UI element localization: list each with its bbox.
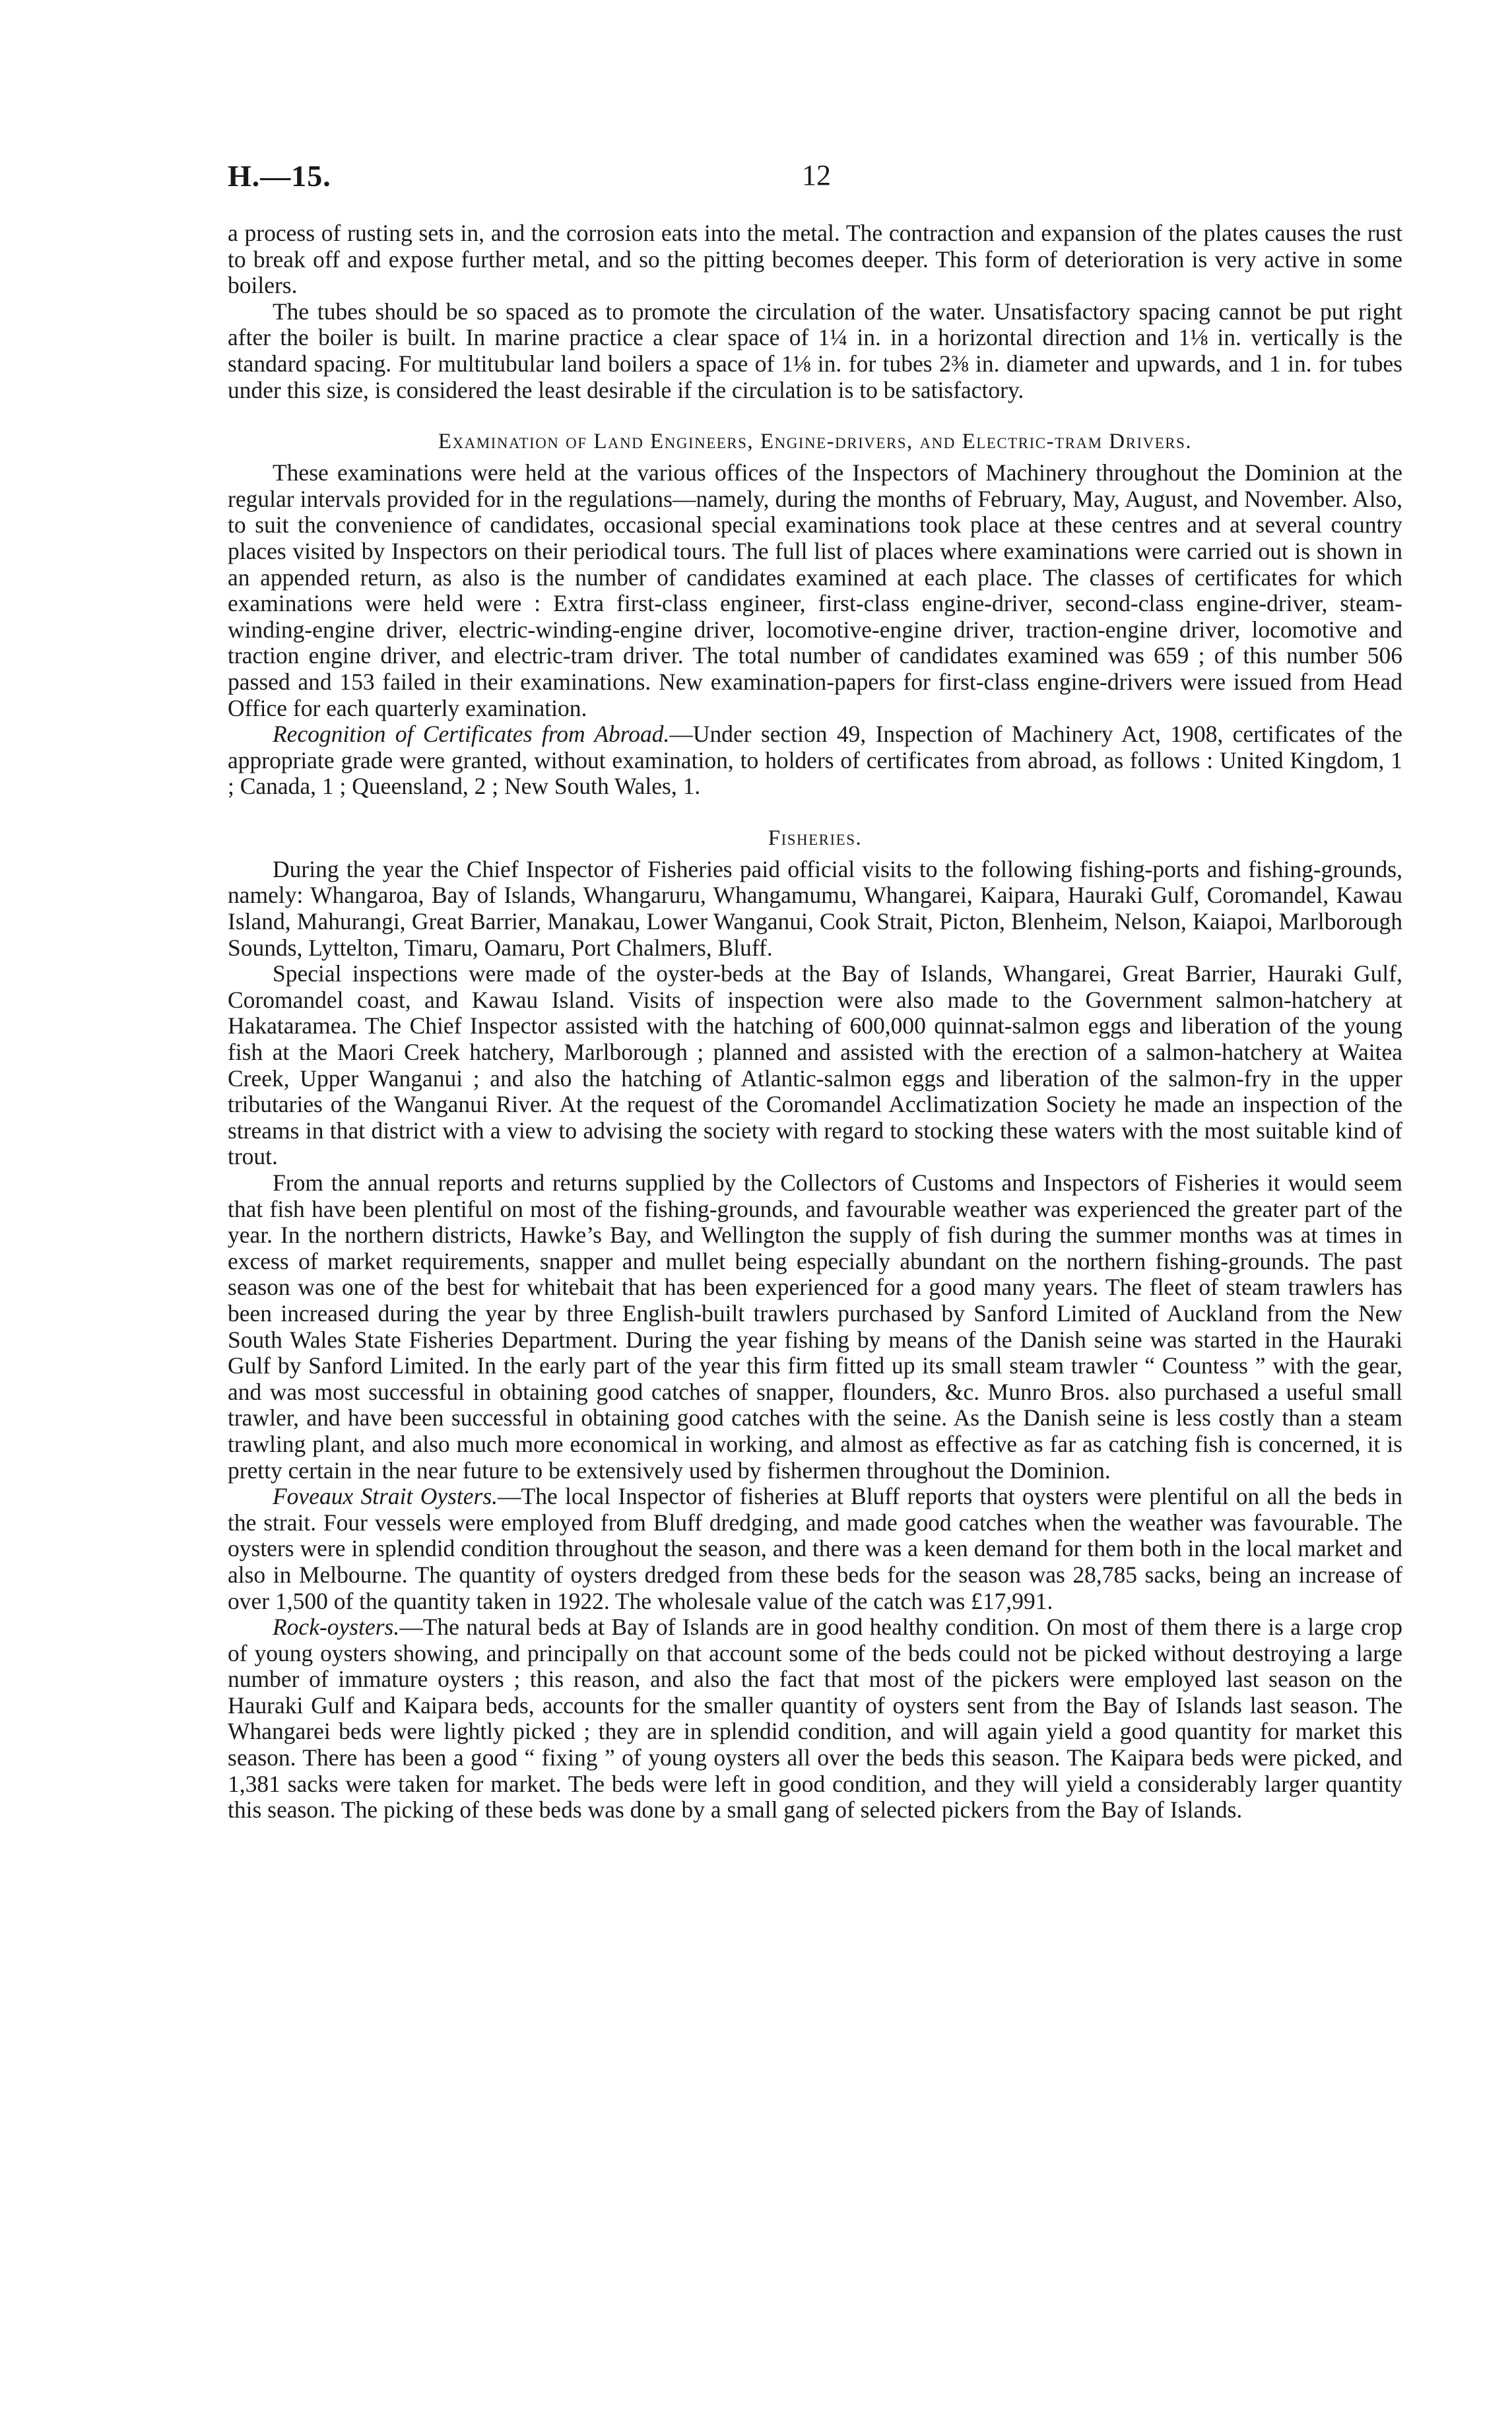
- page-number: 12: [802, 159, 831, 191]
- intro-paragraph-continuation: a process of rusting sets in, and the corrosion eats into the metal. The contraction and expansion of the plates causes the rust to break off and expose further metal, and so the pitting becomes deeper. This form of deterioration is very active in some boilers.: [228, 220, 1402, 299]
- section-heading-fisheries: Fisheries.: [768, 826, 863, 850]
- section-heading-examinations: Examination of Land Engineers, Engine-drivers, and Electric-tram Drivers.: [438, 430, 1193, 454]
- fisheries-visits-paragraph: During the year the Chief Inspector of Fisheries paid official visits to the following fishing-ports and fishing-grounds, namely: Whangaroa, Bay of Islands, Whangaruru, Whangamumu, Whangarei, Kaipara, Hauraki Gulf, Coromandel, Kawau Island, Mahurangi, Great Barrier, Manakau, Lower Wanganui, Cook Strait, Picton, Blenheim, Nelson, Kaiapoi, Marlborough Sounds, Lyttelton, Timaru, Oamaru, Port Chalmers, Bluff.: [228, 855, 1402, 961]
- document-body: [228, 220, 1402, 1824]
- rock-oysters-text: —The natural beds at Bay of Islands are in good healthy condition. On most of them there is a large crop of young oysters showing, and principally on that account some of the beds could not be picked without destroying a large number of immature oysters ; this reason, and also the fact that most of the pickers were employed last season on the Hauraki Gulf and Kaipara beds, accounts for the smaller quantity of oysters sent from the Bay of Islands last season. The Whangarei beds were lightly picked ; they are in splendid condition, and will again yield a good quantity for market this season. There has been a good “ fixing ” of young oysters all over the beds this season. The Kaipara beds were picked, and 1,381 sacks were taken for market. The beds were left in good condition, and they will yield a considerably larger quantity this season. The picking of these beds was done by a small gang of selected pickers from the Bay of Islands.: [228, 1614, 1402, 1824]
- fisheries-reports-paragraph: From the annual reports and returns supplied by the Collectors of Customs and Inspectors of Fisheries it would seem that fish have been plentiful on most of the fishing-grounds, and favourable weather was experienced the greater part of the year. In the northern districts, Hawke’s Bay, and Wellington the supply of fish during the summer months was at times in excess of market requirements, snapper and mullet being especially abundant on the northern fishing-grounds. The past season was one of the best for whitebait that has been experienced for a good many years. The fleet of steam trawlers has been increased during the year by three English-built trawlers purchased by Sanford Limited of Auckland from the New South Wales State Fisheries Department. During the year fishing by means of the Danish seine was started in the Hauraki Gulf by Sanford Limited. In the early part of the year this firm fitted up its small steam trawler “ Countess ” with the gear, and was most successful in obtaining good catches of snapper, flounders, &c. Munro Bros. also purchased a useful small trawler, and have been successful in obtaining good catches with the seine. As the Danish seine is less costly than a steam trawling plant, and also much more economical in working, and almost as effective as far as catching fish is concerned, it is pretty certain in the near future to be extensively used by fishermen throughout the Dominion.: [228, 1169, 1402, 1484]
- foveaux-oysters-paragraph: [228, 1484, 1402, 1614]
- recognition-paragraph: [228, 721, 1402, 800]
- recognition-lead: Recognition of Certificates from Abroad.: [273, 721, 670, 748]
- page-header: [228, 158, 1402, 198]
- recognition-text: —Under section 49, Inspection of Machinery Act, 1908, certificates of the appropriate grade were granted, without examination, to holders of certificates from abroad, as follows : United Kingdom, 1 ; Canada, 1 ; Queensland, 2 ; New South Wales, 1.: [228, 721, 1402, 800]
- examinations-paragraph: These examinations were held at the various offices of the Inspectors of Machinery throughout the Dominion at the regular intervals provided for in the regulations—namely, during the months of February, May, August, and November. Also, to suit the convenience of candidates, occasional special examinations took place at these centres and at several country places visited by Inspectors on their periodical tours. The full list of places where examinations were carried out is shown in an appended return, as also is the number of candidates examined at each place. The classes of certificates for which examinations were held were : Extra first-class engineer, first-class engine-driver, second-class engine-driver, steam-winding-engine driver, electric-winding-engine driver, locomotive-engine driver, traction-engine driver, locomotive and traction engine driver, and electric-tram driver. The total number of candidates examined was 659 ; of this number 506 passed and 153 failed in their examinations. New examination-papers for first-class engine-drivers were issued from Head Office for each quarterly examination.: [228, 459, 1402, 721]
- document-reference: H.—15.: [228, 159, 331, 193]
- rock-oysters-paragraph: [228, 1614, 1402, 1824]
- intro-paragraph-tube-spacing: The tubes should be so spaced as to promote the circulation of the water. Unsatisfactory spacing cannot be put right after the boiler is built. In marine practice a clear space of 1¼ in. in a horizontal direction and 1⅛ in. vertically is the standard spacing. For multitubular land boilers a space of 1⅛ in. for tubes 2⅜ in. diameter and upwards, and 1 in. for tubes under this size, is considered the least desirable if the circulation is to be satisfactory.: [228, 298, 1402, 403]
- fisheries-inspections-paragraph: Special inspections were made of the oyster-beds at the Bay of Islands, Whangarei, Great Barrier, Hauraki Gulf, Coromandel coast, and Kawau Island. Visits of inspection were also made to the Government salmon-hatchery at Hakataramea. The Chief Inspector assisted with the hatching of 600,000 quinnat-salmon eggs and liberation of the young fish at the Maori Creek hatchery, Marlborough ; planned and assisted with the erection of a salmon-hatchery at Waitea Creek, Upper Wanganui ; and also the hatching of Atlantic-salmon eggs and liberation of the salmon-fry in the upper tributaries of the Wanganui River. At the request of the Coromandel Acclimatization Society he made an inspection of the streams in that district with a view to advising the society with regard to stocking these waters with the most suitable kind of trout.: [228, 960, 1402, 1170]
- document-page: [228, 158, 1402, 1824]
- rock-oysters-lead: Rock-oysters.: [273, 1614, 400, 1641]
- foveaux-lead: Foveaux Strait Oysters.: [273, 1483, 498, 1510]
- foveaux-text: —The local Inspector of fisheries at Bluff reports that oysters were plentiful on all the beds in the strait. Four vessels were employed from Bluff dredging, and made good catches when the weather was favourable. The oysters were in splendid condition throughout the season, and there was a keen demand for them both in the local market and also in Melbourne. The quantity of oysters dredged from these beds for the season was 28,785 sacks, being an increase of over 1,500 of the quantity taken in 1922. The wholesale value of the catch was £17,991.: [228, 1483, 1402, 1614]
